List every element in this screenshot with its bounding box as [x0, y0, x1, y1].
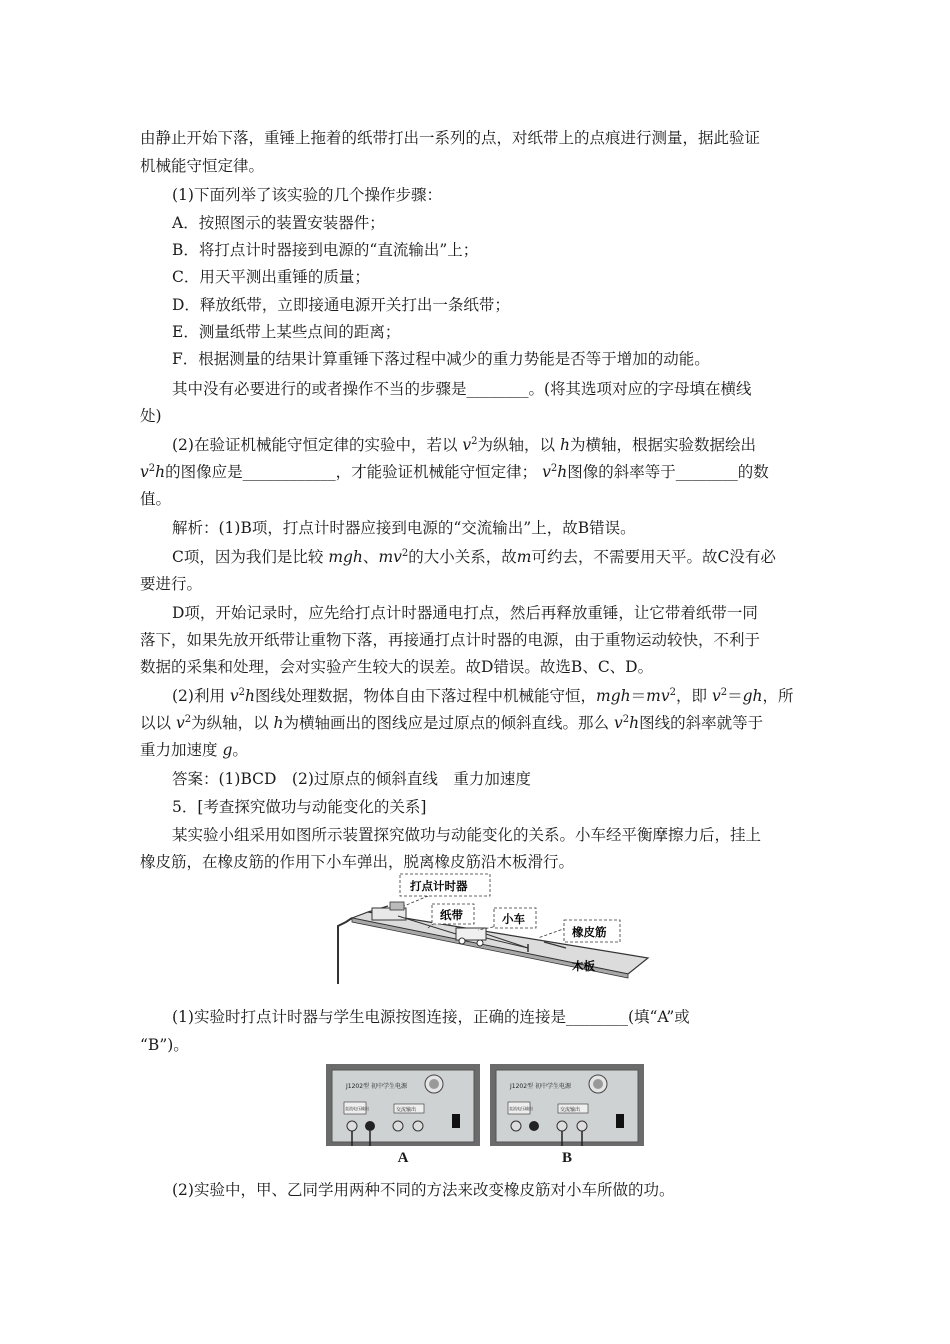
- paragraph-line: 机械能守恒定律。: [140, 157, 265, 175]
- label-b: B: [561, 1150, 572, 1166]
- step-e: E．测量纸带上某些点间的距离；: [172, 323, 401, 341]
- label-rubber-band: 橡皮筋: [572, 925, 607, 939]
- solution-line: D项，开始记录时，应先给打点计时器通电打点，然后再释放重锤，让它带着纸带一同: [172, 604, 758, 622]
- question-1-heading: (1)下面列举了该实验的几个操作步骤：: [172, 186, 442, 204]
- answer-line: 答案：(1)BCD (2)过原点的倾斜直线 重力加速度: [172, 770, 531, 788]
- question-5-stem: 橡皮筋，在橡皮筋的作用下小车弹出，脱离橡皮筋沿木板滑行。: [140, 853, 575, 871]
- solution-line: 解析：(1)B项，打点计时器应接到电源的“交流输出”上，故B错误。: [172, 519, 636, 537]
- question-2-line: $v^2h$的图像应是____________，才能验证机械能守恒定律； $v^2h$图像的斜率等于________的数: [140, 462, 769, 481]
- model-label: J1202型 初中学生电源: [346, 1083, 407, 1090]
- question-5-part-1: “B”)。: [140, 1036, 189, 1054]
- ac-output-label: 交流输出: [396, 1107, 417, 1113]
- solution-line: 落下，如果先放开纸带让重物下落，再接通打点计时器的电源，由于重物运动较快，不利于: [140, 631, 761, 649]
- step-b: B．将打点计时器接到电源的“直流输出”上；: [172, 241, 479, 259]
- power-supply-figure: [326, 1064, 644, 1170]
- step-a: A．按照图示的装置安装器件；: [172, 214, 385, 232]
- label-a: A: [397, 1150, 409, 1166]
- solution-line: (2)利用 $v^2h$图线处理数据，物体自由下落过程中机械能守恒，$mgh=mv^2$，即 $v^2=gh$，所: [172, 686, 794, 705]
- solution-line: 数据的采集和处理，会对实验产生较大的误差。故D错误。故选B、C、D。: [140, 658, 654, 676]
- solution-line: C项，因为我们是比较 mgh、$mv^2$的大小关系，故m可约去，不需要用天平。故C没有必: [172, 547, 776, 566]
- paragraph-line: 处): [140, 407, 162, 425]
- ac-output-label: 交流输出: [560, 1107, 581, 1113]
- question-5-part-2: (2)实验中，甲、乙同学用两种不同的方法来改变橡皮筋对小车所做的功。: [172, 1181, 675, 1199]
- step-f: F．根据测量的结果计算重锤下落过程中减少的重力势能是否等于增加的动能。: [172, 350, 710, 368]
- paragraph-line: 由静止开始下落，重锤上拖着的纸带打出一系列的点，对纸带上的点痕进行测量，据此验证: [140, 129, 761, 147]
- apparatus-diagram: [328, 872, 652, 990]
- solution-line: 以以 $v^2$为纵轴，以 h为横轴画出的图线应是过原点的倾斜直线。那么 $v^2h$图线的斜率就等于: [140, 713, 764, 732]
- solution-line: 要进行。: [140, 575, 203, 593]
- question-2-line: (2)在验证机械能守恒定律的实验中，若以 $v^2$为纵轴，以 h为横轴，根据实验数据绘出: [172, 435, 756, 454]
- question-5-title: 5．[考查探究做功与动能变化的关系]: [172, 798, 427, 816]
- power-supply-b: [490, 1064, 644, 1166]
- solution-line: 重力加速度 g。: [140, 741, 248, 759]
- dc-output-label: 直流电压输出: [509, 1106, 533, 1111]
- label-board: 木板: [572, 959, 595, 973]
- model-label: J1202型 初中学生电源: [510, 1083, 571, 1090]
- label-tape: 纸带: [440, 908, 463, 922]
- paragraph-line: 值。: [140, 490, 172, 508]
- question-5-part-1: (1)实验时打点计时器与学生电源按图连接，正确的连接是________(填“A”或: [172, 1008, 690, 1026]
- question-1-prompt: 其中没有必要进行的或者操作不当的步骤是________。(将其选项对应的字母填在横线: [172, 380, 752, 398]
- dc-output-label: 直流电压输出: [345, 1106, 369, 1111]
- label-timer: 打点计时器: [410, 879, 468, 893]
- label-cart: 小车: [502, 912, 525, 926]
- power-supply-a: [326, 1064, 480, 1166]
- step-c: C．用天平测出重锤的质量；: [172, 268, 370, 286]
- step-d: D．释放纸带，立即接通电源开关打出一条纸带；: [172, 296, 510, 314]
- question-5-stem: 某实验小组采用如图所示装置探究做功与动能变化的关系。小车经平衡摩擦力后，挂上: [172, 826, 762, 844]
